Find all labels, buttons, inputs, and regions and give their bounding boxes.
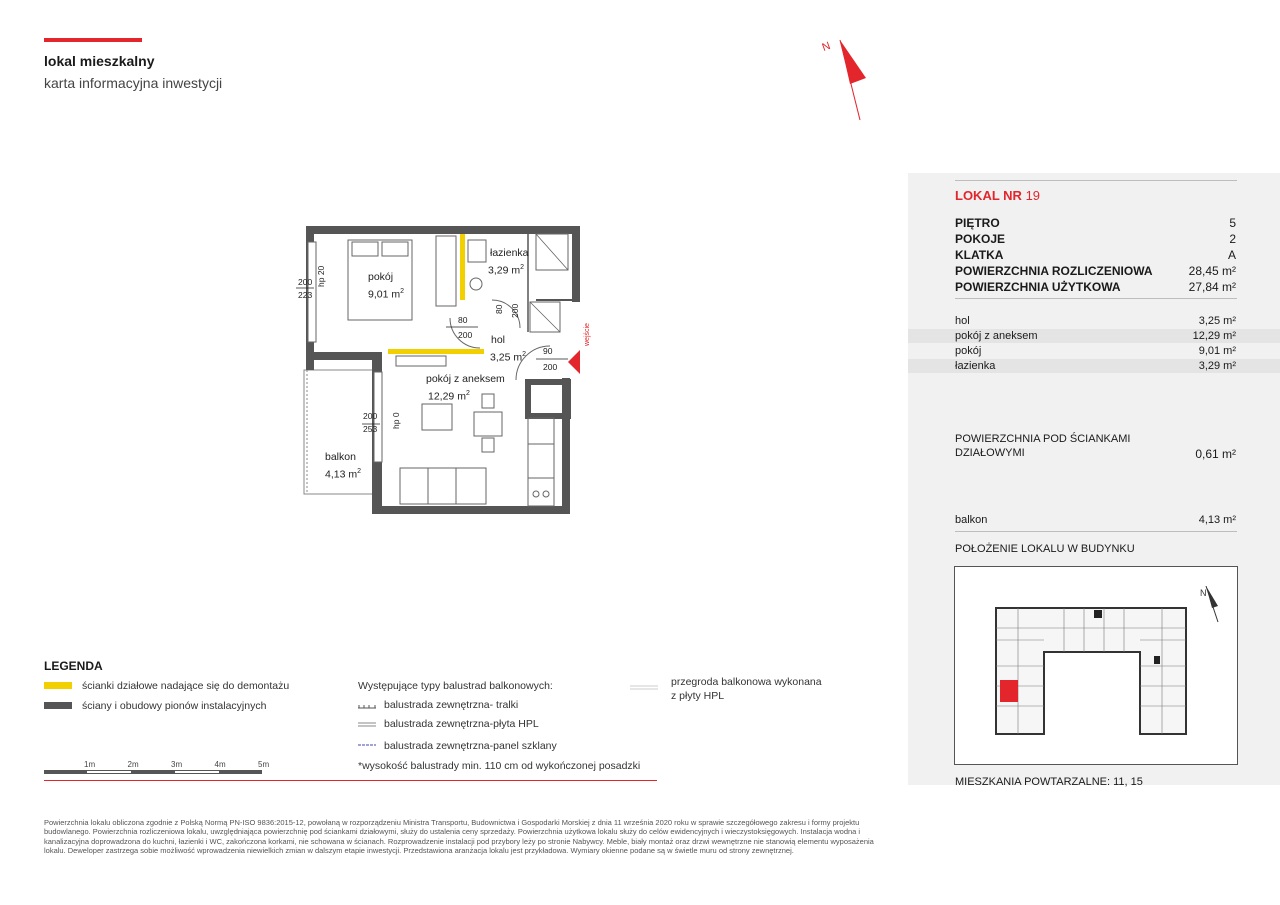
location-title: POŁOŻENIE LOKALU W BUDYNKU: [955, 543, 1135, 555]
spec-label: POWIERZCHNIA ROZLICZENIOWA: [955, 264, 1153, 278]
dim-d1-bottom: 200: [458, 330, 473, 340]
room-value: 3,25 m²: [1198, 315, 1236, 327]
compass-icon: [818, 36, 870, 124]
page-title: lokal mieszkalny: [44, 53, 155, 69]
dim-w1-hp: hp 20: [316, 265, 326, 287]
plan-area-hol: 3,25 $m^2$: [490, 351, 527, 364]
dim-d1-top: 80: [458, 315, 468, 325]
spec-value: 5: [1229, 216, 1236, 230]
scale-label: 1m: [84, 760, 96, 769]
plan-label-pokoj: pokój: [368, 271, 394, 283]
header-accent-bar: [44, 38, 142, 42]
legend-title: LEGENDA: [44, 659, 103, 673]
legend-item-yellow: ścianki działowe nadające się do demontażu: [82, 680, 290, 692]
spec-label: PIĘTRO: [955, 216, 1000, 230]
dim-w1-top: 200: [298, 277, 313, 287]
entrance-marker: [568, 350, 580, 374]
plan-label-hol: hol: [491, 334, 506, 346]
partition-hpl-icon: [630, 684, 660, 692]
room-value: 9,01 m²: [1198, 345, 1236, 357]
balustrade-3: balustrada zewnętrzna-panel szklany: [384, 740, 557, 752]
kitchen-counter: [528, 418, 554, 506]
walls-label-2: DZIAŁOWYMI: [955, 447, 1025, 459]
wall-demountable-2: [388, 349, 484, 354]
walls-label-1: POWIERZCHNIA POD ŚCIANKAMI: [955, 433, 1131, 445]
wall-east-upper: [572, 226, 580, 302]
plan-area-pokoj: 9,01 $m^2$: [368, 288, 405, 301]
sofa: [400, 468, 486, 504]
dim-w2-bottom: 253: [363, 424, 378, 434]
balustrade-tralki-icon: [358, 702, 378, 712]
wall-balcony-top: [306, 352, 382, 360]
room-label: pokój: [955, 345, 982, 357]
spec-value: 27,84 m²: [1188, 280, 1236, 294]
dim-d3-top: 90: [543, 346, 553, 356]
room-label: pokój z aneksem: [955, 330, 1038, 342]
wall-north: [306, 226, 578, 234]
plan-label-lazienka: łazienka: [490, 247, 529, 259]
balustrade-note: *wysokość balustrady min. 110 cm od wykończonej posadzki: [358, 760, 641, 772]
building-location-map: [954, 566, 1238, 765]
compass-label: N: [820, 39, 833, 54]
walls-value: 0,61 m²: [1195, 447, 1236, 461]
plan-area-aneks: 12,29 $m^2$: [428, 390, 470, 403]
spec-value: 28,45 m²: [1188, 264, 1236, 278]
balustrade-1: balustrada zewnętrzna- tralki: [384, 699, 519, 711]
entrance-label: wejście: [584, 323, 591, 346]
washbasin: [470, 278, 482, 290]
plan-area-balkon: 4,13 $m^2$: [325, 468, 362, 481]
partition-line-2: z płyty HPL: [671, 690, 725, 702]
plan-label-balkon: balkon: [325, 451, 356, 463]
dim-w2-hp: hp 0: [391, 412, 401, 429]
plan-label-aneks: pokój z aneksem: [426, 373, 505, 385]
room-label: łazienka: [955, 360, 996, 372]
balcony-value: 4,13 m²: [1198, 514, 1236, 526]
page-subtitle: karta informacyjna inwestycji: [44, 75, 223, 91]
dim-d2-b: 200: [510, 303, 520, 318]
dim-w2-top: 200: [363, 411, 378, 421]
legend-item-grey: ściany i obudowy pionów instalacyjnych: [82, 700, 267, 712]
spec-value: A: [1227, 248, 1236, 262]
scale-label: 2m: [127, 760, 139, 769]
dim-w1-bottom: 223: [298, 290, 313, 300]
lokal-number: LOKAL NR 19: [955, 188, 1041, 203]
balcony-label: balkon: [955, 514, 988, 526]
scale-bar: [44, 770, 262, 774]
room-value: 3,29 m²: [1198, 360, 1236, 372]
apartment-highlight: [1000, 680, 1018, 702]
spec-label: POWIERZCHNIA UŻYTKOWA: [955, 280, 1121, 294]
scale-label: 3m: [171, 760, 183, 769]
dim-d3-bottom: 200: [543, 362, 558, 372]
legend-swatch-yellow: [44, 682, 72, 689]
wall-south: [372, 506, 570, 514]
spec-value: 2: [1229, 232, 1236, 246]
balustrade-title: Występujące typy balustrad balkonowych:: [358, 680, 553, 692]
washing-machine: [468, 240, 486, 262]
wall-demountable-1: [460, 234, 465, 300]
footer-disclaimer: Powierzchnia lokalu obliczona zgodnie z Polską Normą PN-ISO 9836:2015-12, powołaną w rozporządzeniu Ministra Transportu, Budownictwa i Gospodarki Morskiej z dnia 11 września 2020 roku w sprawie szczegółowego zakresu i formy projektu budowlanego. Powierzchnia rozliczeniowa lokalu, uwzględniająca powierzchnię pod ściankami działowymi, służy do ustalenia ceny sprzedaży. Powierzchnia użytkowa lokalu służy do celów ewidencyjnych i wieczystoksięgowych. Instalacja wodna i kanalizacyjna doprowadzona do kuchni, łazienki i WC, zakończona korkami, nie schowana w ścianach. Rozprowadzenie instalacji pod przybory leży po stronie Nabywcy. Meble, biały montaż oraz drzwi wewnętrzne nie stanowią elementu wyposażenia lokalu. Deweloper zastrzega sobie możliwość wprowadzenia niewielkich zmian w dalszym etapie inwestycji. Przedstawiona aranżacja lokalu jest przykładowa. Wymiary okienne podane są w świetle muru od strony zewnętrznej.: [44, 818, 874, 855]
plan-area-lazienka: 3,29 $m^2$: [488, 264, 525, 277]
svg-text:N: N: [1200, 588, 1207, 598]
scale-label: 5m: [258, 760, 270, 769]
room-value: 12,29 m²: [1192, 330, 1236, 342]
spec-label: KLATKA: [955, 248, 1004, 262]
partition-line-1: przegroda balkonowa wykonana: [671, 676, 822, 688]
repeat-label: MIESZKANIA POWTARZALNE: 11, 15: [955, 776, 1143, 788]
table: [422, 404, 452, 430]
balustrade-glass-icon: [358, 740, 378, 750]
room-label: hol: [955, 315, 970, 327]
balustrade-2: balustrada zewnętrzna-płyta HPL: [384, 718, 539, 730]
dim-d2-a: 80: [494, 304, 504, 314]
legend-divider: [44, 780, 657, 781]
spec-label: POKOJE: [955, 232, 1006, 246]
balustrade-hpl-icon: [358, 720, 378, 730]
scale-label: 4m: [214, 760, 226, 769]
legend-swatch-grey: [44, 702, 72, 709]
